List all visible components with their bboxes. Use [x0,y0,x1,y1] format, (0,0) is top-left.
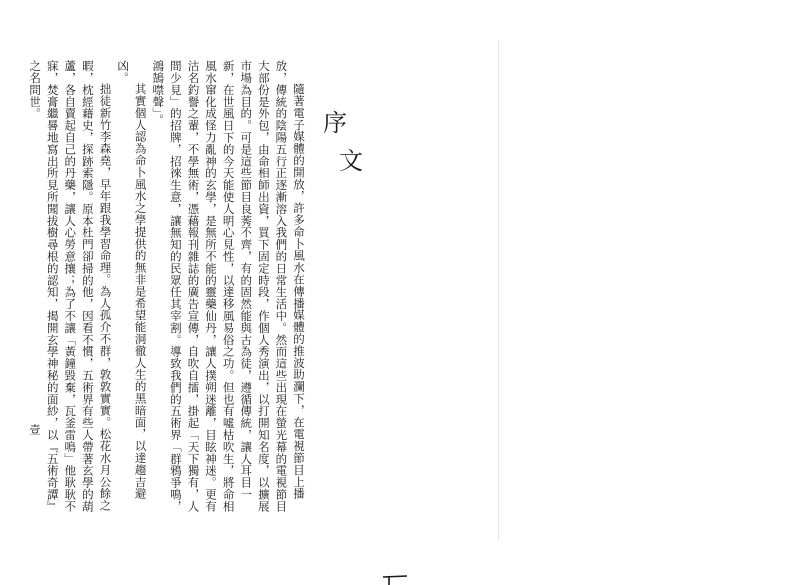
page-gutter-divider [498,40,499,540]
paragraph-3: 拙徒新竹李森堯，早年跟我學習命理。為人孤介不群，敦敦實實。松花水月公餘之暇，枕經藉史，探跡索隱。原本杜門卻掃的他，因看不慣，五術界有些人帶著玄學的葫蘆，各自賣起自己的丹藥，讓人心勞意攘；為了不讓「黃鐘毀棄，瓦釜雷鳴」他耿耿不寐，焚膏繼晷地寫出所見所聞拔樹尋根的認知，揭開玄學神秘的面紗，以『五術奇譚』之名問世。 [28,60,113,513]
title-char-2: 文 [339,147,363,175]
paragraph-1: 隨著電子媒體的開放，許多命卜風水在傳播媒體的推波助瀾下，在電視節目上播放，傳統的陰陽五行正逐漸溶入我們的日常生活中。然而這些出現在螢光幕的電視節目大部份是外包，由命相師出資，買下固定時段，作個人秀演出，以打開知名度，以擴展市場為目的。可是這些節目良莠不齊，有的固然能與古為徒，遵循傳統，讓人耳目一新，在世風日下的今天能使人明心見性，以達移風易俗之功。但也有噓枯吹生，將命相風水窜化成怪力亂神的玄學，是無所不能的靈藥仙丹，讓人撲朔迷離，目眩神迷。更有沽名釣譽之輩，不學無術，憑藉報刊雜誌的廣告宣傳，自吹自擂，掛起「天下獨有，人間少見」的招牌，招徠生意，讓無知的民眾任其宰割。導致我們的五術界「群鴉爭鳴，鴻鵠噤聲」。 [151,60,306,513]
page-number: 壹 [28,424,41,435]
title-char-1: 序 [323,109,347,137]
paragraph-2: 其實個人認為命卜風水之學提供的無非是希望能洞徹人生的黑暗面，以達趨吉避凶。 [116,60,148,500]
preface-body [28,60,307,520]
page-title [323,108,363,176]
cropped-glyph-mark [381,573,411,585]
